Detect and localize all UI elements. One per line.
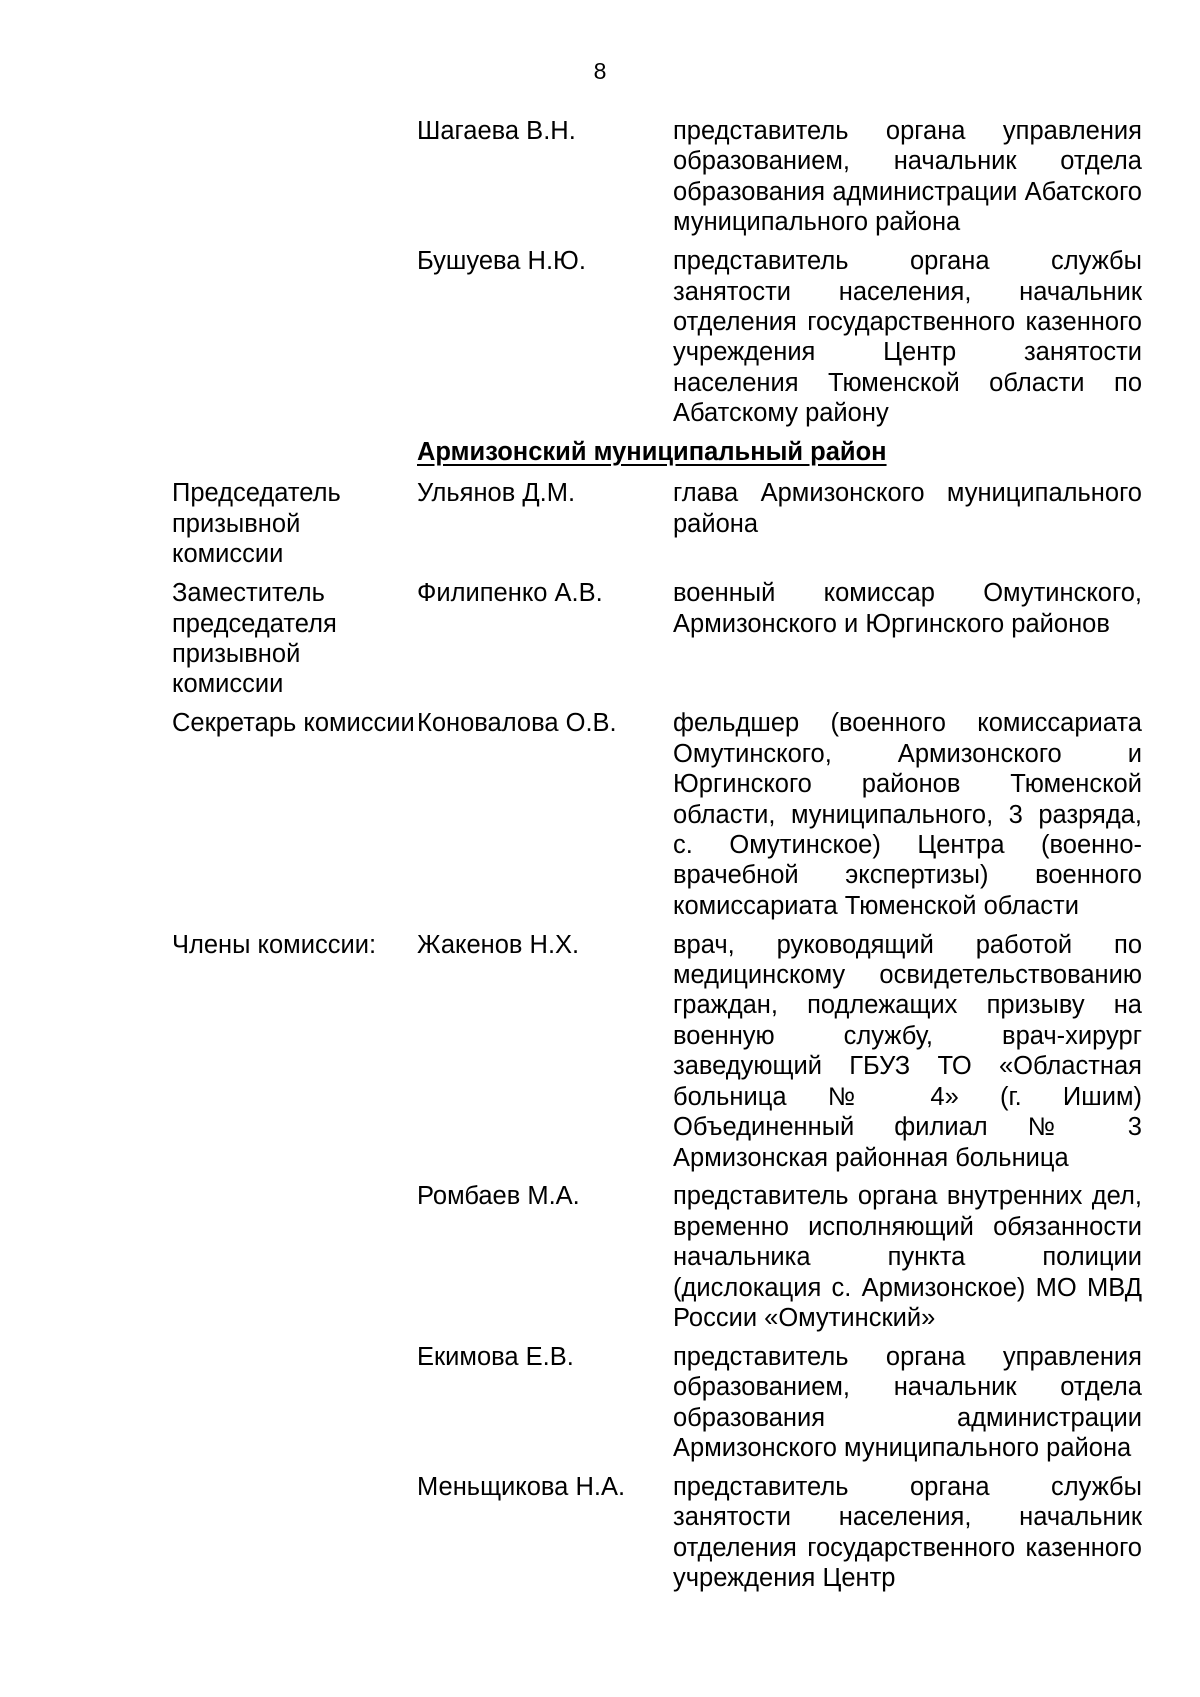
member-row [172,1342,1144,1464]
member-description: представитель органа внутренних дел, временно исполняющий обязанности начальника пункта полиции (дислокация с. Армизонское) МО МВД России «Омутинский» [673,1182,1142,1333]
member-name: Екимова Е.В. [417,1342,574,1371]
district-heading: Армизонский муниципальный район [417,438,887,467]
member-name: Коновалова О.В. [417,709,617,738]
member-row [172,478,1144,569]
member-name: Меньщикова Н.А. [417,1473,626,1502]
member-name: Жакенов Н.Х. [417,930,580,959]
member-row [172,1181,1144,1333]
commission-list [172,116,1144,1602]
member-name: Бушуева Н.Ю. [417,247,586,276]
member-description: представитель органа службы занятости населения, начальник отделения государственного казенного учреждения Центр занятости населения Тюменской области по Абатскому району [673,247,1142,428]
member-row [172,116,1144,238]
member-description: врач, руководящий работой по медицинскому освидетельствованию граждан, подлежащих призыву на военную службу, врач-хирург заведующий ГБУЗ ТО «Областная больница № 4» (г. Ишим) Объединенный филиал № 3 Армизонская районная больница [673,930,1142,1172]
member-description: глава Армизонского муниципального района [673,479,1142,538]
member-role: Председатель призывной комиссии [172,479,341,569]
member-description: фельдшер (военного комиссариата Омутинского, Армизонского и Юргинского районов Тюменской области, муниципального, 3 разряда, с. Омутинское) Центра (военно-врачебной экспертизы) военного комиссариата Тюменской области [673,709,1142,920]
member-name: Филипенко А.В. [417,579,603,608]
member-row [172,930,1144,1173]
member-row [172,1472,1144,1594]
member-role: Члены комиссии: [172,930,377,959]
member-role: Секретарь комиссии [172,709,415,738]
member-description: представитель органа управления образованием, начальник отдела образования администрации Армизонского муниципального района [673,1342,1142,1463]
member-name: Шагаева В.Н. [417,117,576,145]
member-row [172,578,1144,700]
member-row [172,246,1144,428]
member-description: представитель органа службы занятости населения, начальник отделения государственного казенного учреждения Центр [673,1473,1142,1593]
member-name: Ромбаев М.А. [417,1182,580,1211]
member-name: Ульянов Д.М. [417,479,576,508]
member-row [172,708,1144,921]
page-number: 8 [593,58,607,84]
member-description: военный комиссар Омутинского, Армизонского и Юргинского районов [673,579,1142,638]
member-role: Заместитель председателя призывной комиссии [172,579,337,699]
member-description: представитель органа управления образованием, начальник отдела образования администрации Абатского муниципального района [673,117,1142,237]
